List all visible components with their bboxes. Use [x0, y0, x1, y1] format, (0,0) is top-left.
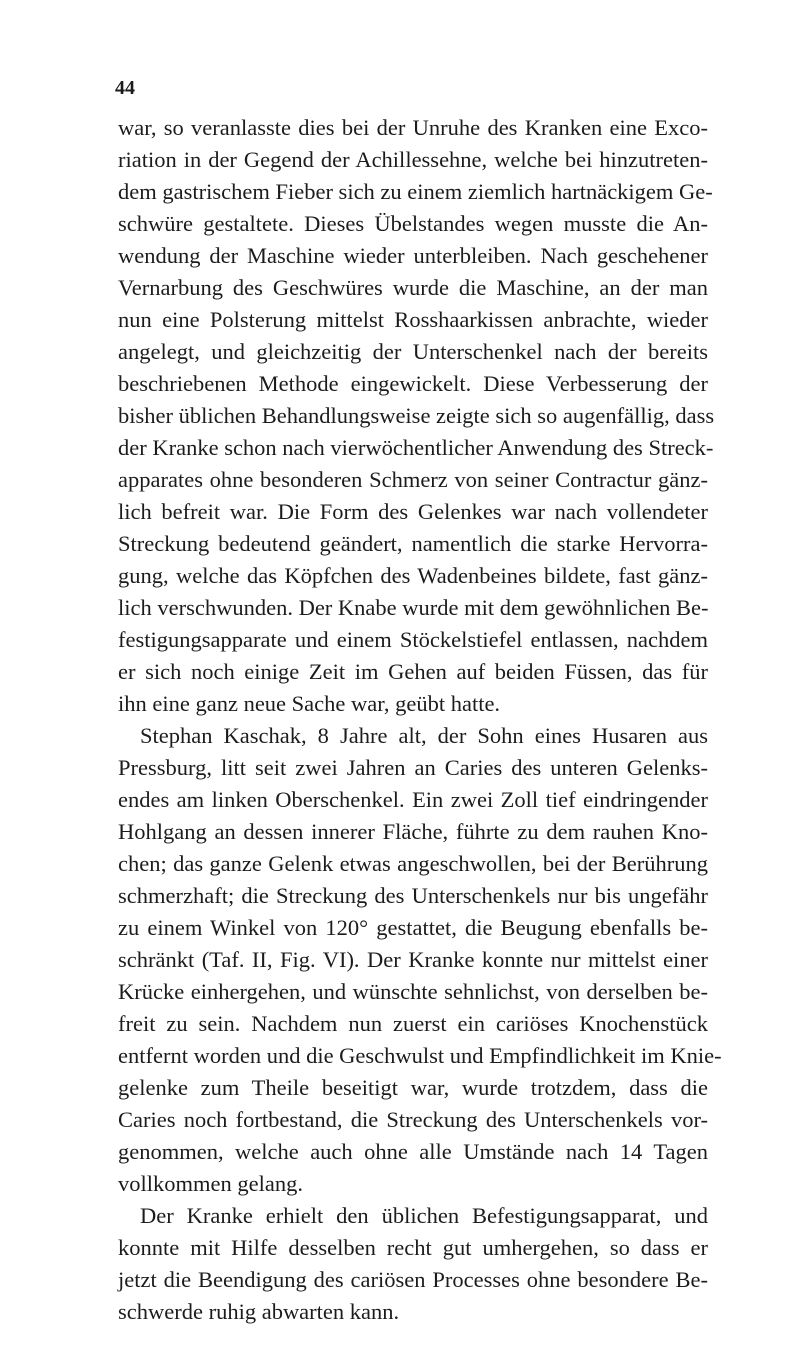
text-line: lich verschwunden. Der Knabe wurde mit dem gewöhnlichen Be- [118, 595, 709, 620]
text-line: Streckung bedeutend geändert, namentlich die starke Hervorra- [118, 531, 708, 556]
text-line: chen; das ganze Gelenk etwas angeschwollen, bei der Berührung [118, 851, 708, 876]
page-number: 44 [115, 77, 135, 99]
text-line: lich befreit war. Die Form des Gelenkes war nach vollendeter [118, 499, 708, 524]
body-text [118, 112, 722, 1328]
text-line: ihn eine ganz neue Sache war, geübt hatte. [118, 691, 501, 716]
text-line: Der Kranke erhielt den üblichen Befestigungsapparat, und [140, 1203, 708, 1228]
text-line: riation in der Gegend der Achillessehne, welche bei hinzutreten- [118, 147, 708, 172]
text-line: Krücke einhergehen, und wünschte sehnlichst, von derselben be- [118, 979, 708, 1004]
text-line: bisher üblichen Behandlungsweise zeigte sich so augenfällig, dass [118, 403, 715, 428]
text-line: entfernt worden und die Geschwulst und Empfindlichkeit im Knie- [118, 1043, 722, 1068]
text-line: zu einem Winkel von 120° gestattet, die Beugung ebenfalls be- [118, 915, 708, 940]
text-line: gung, welche das Köpfchen des Wadenbeines bildete, fast gänz- [118, 563, 708, 588]
text-line: schmerzhaft; die Streckung des Unterschenkels nur bis ungefähr [118, 883, 708, 908]
text-line: genommen, welche auch ohne alle Umstände nach 14 Tagen [118, 1139, 708, 1164]
text-line: wendung der Maschine wieder unterbleiben. Nach geschehener [118, 243, 708, 268]
text-line: Hohlgang an dessen innerer Fläche, führte zu dem rauhen Kno- [118, 819, 708, 844]
text-line: festigungsapparate und einem Stöckelstiefel entlassen, nachdem [118, 627, 708, 652]
text-line: Caries noch fortbestand, die Streckung des Unterschenkels vor- [118, 1107, 708, 1132]
text-line: schwüre gestaltete. Dieses Übelstandes wegen musste die An- [118, 211, 708, 236]
text-line: jetzt die Beendigung des cariösen Processes ohne besondere Be- [118, 1267, 708, 1292]
text-line: schwerde ruhig abwarten kann. [118, 1299, 400, 1324]
text-line: dem gastrischem Fieber sich zu einem ziemlich hartnäckigem Ge- [118, 179, 713, 204]
text-line: endes am linken Oberschenkel. Ein zwei Zoll tief eindringender [118, 787, 708, 812]
text-line: er sich noch einige Zeit im Gehen auf beiden Füssen, das für [118, 659, 708, 684]
text-line: der Kranke schon nach vierwöchentlicher Anwendung des Streck- [118, 435, 714, 460]
text-line: Vernarbung des Geschwüres wurde die Maschine, an der man [118, 275, 708, 300]
text-line: konnte mit Hilfe desselben recht gut umhergehen, so dass er [118, 1235, 708, 1260]
text-line: Pressburg, litt seit zwei Jahren an Caries des unteren Gelenks- [118, 755, 708, 780]
text-line: freit zu sein. Nachdem nun zuerst ein cariöses Knochenstück [118, 1011, 708, 1036]
text-line: apparates ohne besonderen Schmerz von seiner Contractur gänz- [118, 467, 708, 492]
text-line: vollkommen gelang. [118, 1171, 303, 1196]
text-line: nun eine Polsterung mittelst Rosshaarkissen anbrachte, wieder [118, 307, 708, 332]
text-line: gelenke zum Theile beseitigt war, wurde trotzdem, dass die [118, 1075, 708, 1100]
text-line: beschriebenen Methode eingewickelt. Diese Verbesserung der [118, 371, 708, 396]
text-line: angelegt, und gleichzeitig der Unterschenkel nach der bereits [118, 339, 708, 364]
text-line: schränkt (Taf. II, Fig. VI). Der Kranke konnte nur mittelst einer [118, 947, 708, 972]
text-line: war, so veranlasste dies bei der Unruhe des Kranken eine Exco- [118, 115, 708, 140]
text-line: Stephan Kaschak, 8 Jahre alt, der Sohn eines Husaren aus [140, 723, 708, 748]
